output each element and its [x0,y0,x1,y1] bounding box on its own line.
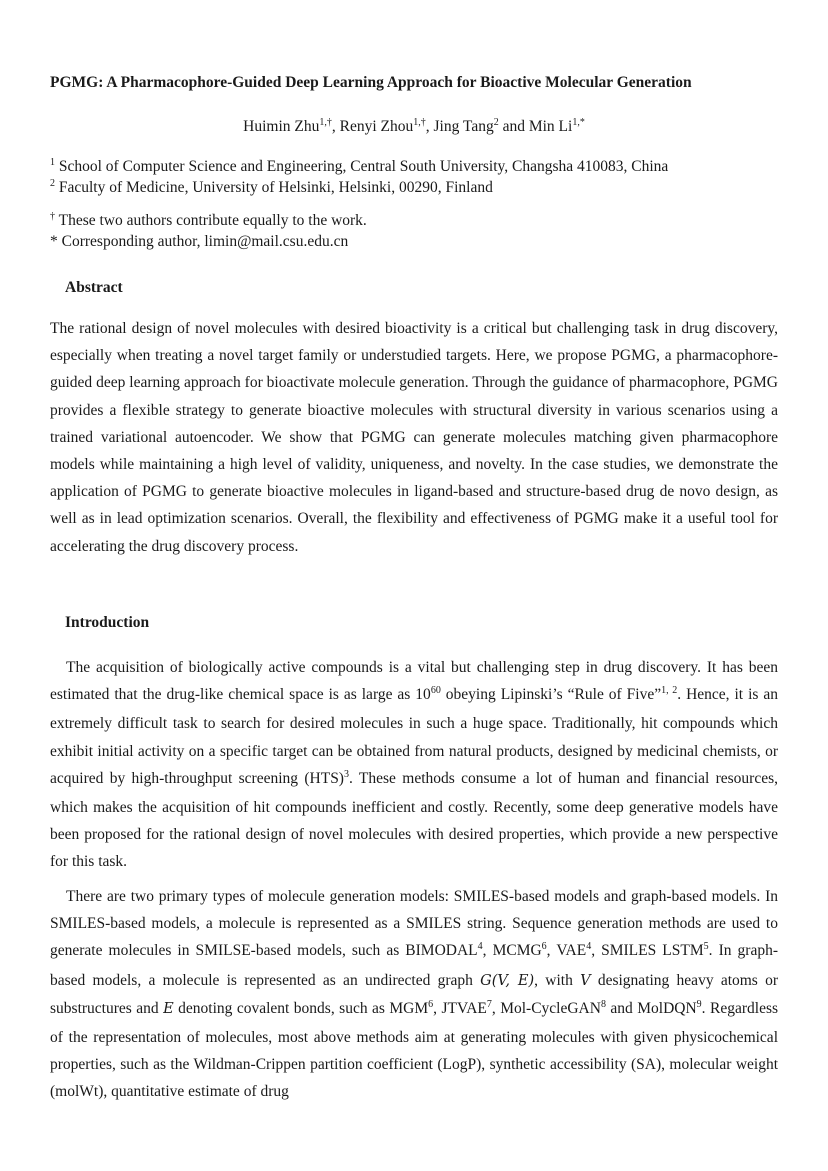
citation-mark: 4 [586,941,592,953]
author-affiliation-mark: 1,† [413,117,426,128]
affiliation-mark: 1 [50,157,55,168]
text-run: , Mol-CycleGAN [491,999,601,1017]
introduction-paragraph-2 [50,883,778,1106]
math-graph-notation: G(V, E) [480,972,535,989]
text-run: and MolDQN [605,999,697,1017]
math-variable: V [580,972,591,989]
citation-mark: 4 [477,941,483,953]
citation-mark: 7 [486,998,492,1010]
author-name: Huimin Zhu [243,118,320,135]
abstract-text: The rational design of novel molecules with desired bioactivity is a critical but challenging task in drug discovery, especially when treating a novel target family or understudied targets. Here, we propose PGMG, a pharmacophore-guided deep learning approach for bioactivate molecule generation. Through the guidance of pharmacophore, PGMG provides a flexible strategy to generate bioactive molecules with structural diversity in various scenarios using a trained variational autoencoder. We show that PGMG can generate molecules matching given pharmacophore models while maintaining a high level of validity, uniqueness, and novelty. In the case studies, we demonstrate the application of PGMG to generate bioactive molecules in ligand-based and structure-based drug de novo design, as well as in lead optimization scenarios. Overall, the flexibility and effectiveness of PGMG make it a useful tool for accelerating the drug discovery process. [50,320,778,555]
author-name: Min Li [528,118,573,135]
affiliation-text: School of Computer Science and Engineering, Central South University, Changsha 410083, China [58,158,669,175]
citation-mark: 1, 2 [661,685,678,697]
text-run: denoting covalent bonds, such as MGM [173,999,429,1017]
text-run: obeying Lipinski’s “Rule of Five” [440,686,662,704]
citation-mark: 8 [600,998,606,1010]
paper-title: PGMG: A Pharmacophore-Guided Deep Learning Approach for Bioactive Molecular Generation [50,74,692,91]
author-affiliation-mark: 1,* [572,117,585,128]
author-separator: , [331,118,340,135]
citation-mark: 9 [696,998,702,1010]
author-name: Jing Tang [433,118,494,135]
affiliation-1 [50,158,668,176]
text-run: , SMILES LSTM [591,942,704,960]
introduction-paragraph-1 [50,654,778,876]
text-run: . In graph-based models, a molecule is represented as an undirected graph [50,942,778,989]
text-run: . Regardless of the representation of molecules, most above methods aim at generating molecules with given physicochemical properties, such as the Wildman-Crippen partition coefficient (LogP), synthetic accessibility (SA), molecular weight (molWt), quantitative estimate of drug [50,999,779,1101]
author-separator: and [498,118,529,135]
affiliation-mark: 2 [50,178,55,189]
author-affiliation-mark: 1,† [319,117,332,128]
text-run: There are two primary types of molecule generation models: SMILES-based models and graph-based models. In SMILES-based models, a molecule is represented as a SMILES string. Sequence generation methods are used to generate molecules in SMILSE-based models, such as BIMODAL [50,888,778,960]
math-variable: E [163,1000,174,1017]
text-run: designating heavy atoms or substructures and [50,971,778,1017]
text-run: The acquisition of biologically active compounds is a vital but challenging step in drug discovery. It has been estimated that the drug-like chemical space is as large as 10 [50,659,778,704]
author-list [0,118,828,136]
corresponding-author-note: * Corresponding author, limin@mail.csu.edu.cn [50,233,349,250]
author-affiliation-mark: 2 [493,117,499,128]
citation-mark: 6 [541,941,547,953]
abstract-heading: Abstract [65,279,123,296]
text-run: . These methods consume a lot of human and financial resources, which makes the acquisition of hit compounds inefficient and costly. Recently, some deep generative models have been proposed for the rational design of novel molecules with desired properties, which provide a new perspective for this task. [50,769,778,871]
author-name: Renyi Zhou [339,118,414,135]
citation-mark: 6 [428,998,434,1010]
text-run: , MCMG [482,942,542,960]
citation-mark: 5 [703,941,709,953]
affiliation-2 [50,179,493,197]
text-run: . Hence, it is an extremely difficult task to search for desired molecules in such a huge space. Traditionally, hit compounds which exhibit initial activity on a specific target can be obtained from natural products, designed by medicinal chemists, or acquired by high-throughput screening (HTS) [50,686,779,787]
citation-mark: 3 [343,768,349,780]
exponent: 60 [430,685,441,697]
text-run: , JTVAE [433,999,487,1017]
text-run: , VAE [546,942,587,960]
text-run: , with [534,971,581,989]
equal-contribution-mark: † [50,211,55,222]
equal-contribution-note [50,212,367,230]
author-separator: , [425,118,434,135]
affiliation-text: Faculty of Medicine, University of Helsinki, Helsinki, 00290, Finland [58,179,493,196]
equal-contribution-text: These two authors contribute equally to the work. [58,212,367,229]
introduction-heading: Introduction [65,614,150,631]
